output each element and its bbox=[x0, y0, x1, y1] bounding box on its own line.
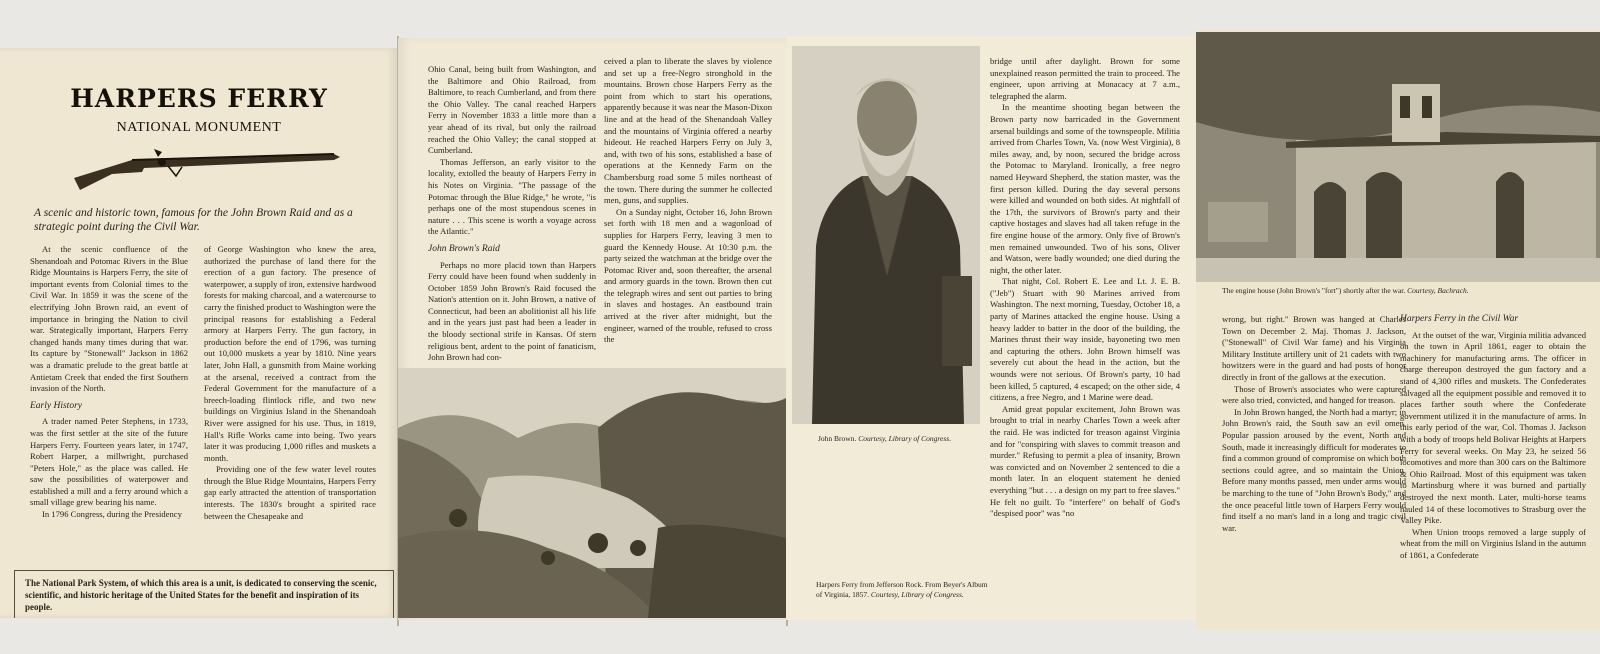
paragraph: A trader named Peter Stephens, in 1733, was the first settler at the site of the future Harpers Ferry. Fourteen years later, in 1747, Robert Harper, a millwright, purchased "Peters Hole," as the place was called. He saw the possibilities of waterpower and established a mill and a ferry around which a small village grew bearing his name. bbox=[30, 416, 188, 508]
early-history-heading: Early History bbox=[30, 400, 82, 411]
column-2 bbox=[204, 244, 376, 522]
paragraph: Providing one of the few water level routes through the Blue Ridge Mountains, Harpers Ferry gap early attracted the attention of transportation interests. The 1830's brought a spirited race between the Chesapeake and bbox=[204, 464, 376, 521]
caption-text: John Brown. bbox=[818, 434, 857, 443]
caption-credit: Courtesy, Bachrach. bbox=[1407, 286, 1469, 295]
paragraph: In John Brown hanged, the North had a martyr; in John Brown's raid, the South saw an evil omen. Popular passion aroused by the event, North and South, made it increasingly difficult for moderates to find a common ground of compromise on which both sections could agree, and so maintain the Union. Before many months passed, men under arms would be marching to the tune of "John Brown's Body," and the once peaceful little town of Harpers Ferry would find itself a no man's land in a long and tragic civil war. bbox=[1222, 406, 1406, 533]
paragraph: In the meantime shooting began between the Brown party now barricaded in the Government arsenal buildings and some of the townspeople. Militia arrived from Charles Town, Va. (now West Virginia), 8 miles away, and, by noon, secured the bridge across the Potomac to Maryland. Ironically, a free negro named Heyward Shepherd, the station master, was the first person killed. During the day several persons were killed and wounded on both sides. At nightfall of the 17th, the survivors of Brown's party and their captive hostages and slaves had all taken refuge in the fire engine house of the armory. Only five of Brown's men remained unwounded. Two of his sons, Oliver and Watson, were badly wounded; one died during the night, the other later. bbox=[990, 102, 1180, 275]
john-brown-raid-heading: John Brown's Raid bbox=[428, 243, 500, 254]
paragraph: In 1796 Congress, during the Presidency bbox=[42, 509, 182, 520]
paragraph: Those of Brown's associates who were captured were also tried, convicted, and hanged for treason. bbox=[1222, 383, 1406, 406]
john-brown-portrait-image bbox=[792, 46, 980, 424]
raid-panel bbox=[398, 38, 786, 620]
paragraph: On a Sunday night, October 16, John Brown set forth with 18 men and a wagonload of supplies for Harpers Ferry, leaving 3 men to guard the Kennedy House. At 10:30 p.m. the party seized the watchman at the bridge over the Potomac River and, soon thereafter, the arsenal and armory guards in the town. Brown then cut the telegraph wires and sent out parties to bring in slaves and hostages. An eastbound train arrived at the river after midnight, but the engineer, warned of the trouble, refused to cross the bbox=[604, 206, 772, 345]
column-6 bbox=[1222, 314, 1406, 534]
paragraph: That night, Col. Robert E. Lee and Lt. J. E. B. ("Jeb") Stuart with 90 Marines arrived from Washington. The next morning, Tuesday, October 18, a party of Marines attacked the engine house. Using a heavy ladder to batter in the door of the building, the Marines thrust their way inside, bayoneting two men and capturing the others. John Brown himself was severely cut about the head in the action, but the wounds were not serious. Of Brown's party, 10 had been killed, 5 captured, 4 escaped; on the other side, 4 citizens, a free Negro, and 1 Marine were dead. bbox=[990, 276, 1180, 403]
paragraph: Ohio Canal, being built from Washington, and the Baltimore and Ohio Railroad, from Baltimore, to reach Cumberland, and from there the Ohio Valley. The canal reached Harpers Ferry in November 1833 a little more than a year ahead of its rival, but only the railroad reached the Ohio Valley; the canal stopped at Cumberland. bbox=[428, 64, 596, 156]
paragraph: Thomas Jefferson, an early visitor to the locality, extolled the beauty of Harpers Ferry in his Notes on Virginia. "The passage of the Potomac through the Blue Ridge," he wrote, "is perhaps one of the most stupendous scenes in nature . . . This scene is worth a voyage across the Atlantic." bbox=[428, 156, 596, 237]
cover-panel bbox=[0, 48, 398, 618]
engine-house-image bbox=[1196, 32, 1600, 282]
column-4 bbox=[604, 56, 772, 346]
rifle-illustration bbox=[72, 140, 344, 192]
paragraph: of George Washington who knew the area, authorized the purchase of land there for the erection of a gun factory. The presence of waterpower, a supply of iron, extensive hardwood forests for making charcoal, and a watercourse to carry the finished product to Washington were the principal reasons for establishing a Federal armory at Harpers Ferry. The gun factory, in production before the end of 1796, was turning out 10,000 muskets a year by 1810. Nine years later, John Hall, a gunsmith from Maine working at the arsenal, received a contract from the Federal Government for the manufacture of a breech-loading flintlock rifle, and two new buildings on Virginius Island in the Shenandoah River were assigned for his use. Thus, in 1819, Hall's Rifle Works came into being. Two years later it was producing 1,000 rifles and muskets a month. bbox=[204, 244, 376, 463]
column-5 bbox=[990, 56, 1180, 520]
caption-credit: Courtesy, Library of Congress. bbox=[858, 434, 952, 443]
paragraph: bridge until after daylight. Brown for some unexplained reason permitted the train to proceed. The engineer, upon arriving at Monacacy at 7 a.m., telegraphed the alarm. bbox=[990, 56, 1180, 101]
paragraph: At the scenic confluence of the Shenandoah and Potomac Rivers in the Blue Ridge Mountains is Harpers Ferry, the site of important events from Colonial times to the Civil War. In 1859 it was the scene of the electrifying John Brown raid, an event of importance in bringing the Nation to civil war. Strategically important, Harpers Ferry changed hands many times during that war. Its capture by "Stonewall" Jackson in 1862 was a dramatic prelude to the great battle at Antietam Creek that ended the first Southern invasion of the North. bbox=[30, 244, 188, 394]
column-7 bbox=[1400, 314, 1586, 561]
column-1 bbox=[30, 244, 188, 521]
caption-text: The engine house (John Brown's "fort") shortly after the war. bbox=[1222, 286, 1406, 295]
brochure-subtitle: NATIONAL MONUMENT bbox=[116, 120, 282, 135]
civil-war-panel bbox=[1196, 30, 1600, 630]
harpers-ferry-caption bbox=[816, 580, 988, 600]
paragraph: wrong, but right." Brown was hanged at Charles Town on December 2. Maj. Thomas J. Jackson, ("Stonewall" of Civil War fame) and his Virginia Military Institute artillery unit of 21 cadets with two howitzers were in the guard and had posts of honor directly in front of the gallows at the execution. bbox=[1222, 314, 1406, 382]
paragraph: Amid great popular excitement, John Brown was brought to trial in nearby Charles Town a week after the raid. He was indicted for treason against Virginia and for "conspiring with slaves to commit treason and murder." Refusing to permit a plea of insanity, Brown was convicted and on November 2 sentenced to die a month later. In an eloquent statement he denied everything "but . . . a design on my part to free slaves." He felt no guilt. To "interfere" on behalf of God's "despised poor" was "no bbox=[990, 403, 1180, 519]
caption-credit: Courtesy, Library of Congress. bbox=[870, 590, 964, 599]
paragraph: ceived a plan to liberate the slaves by violence and set up a free-Negro stronghold in the mountains. Brown chose Harpers Ferry as the point from which to start his operations, apparently because it was near the Mason-Dixon line and at the head of the Shenandoah Valley and the mountains of Virginia offered a nearby hideout. He reached Harpers Ferry on July 3, and, with two of his sons, established a base of operations at the Kennedy Farm on the Chambersburg road some 5 miles northeast of the town. There during the summer he collected men, guns, and supplies. bbox=[604, 56, 772, 206]
paragraph: At the outset of the war, Virginia militia advanced on the town in April 1861, eager to obtain the machinery for manufacturing arms. The officer in charge thereupon destroyed the gun factory and a stand of 4,300 rifles and muskets. The Confederates salvaged all the equipment possible and removed it to places farther south where the Confederate government utilized it in the manufacture of arms. In this early period of the war, Col. Thomas J. Jackson with a body of troops held Bolivar Heights at Harpers Ferry for several weeks. On May 23, he seized 56 locomotives and more than 300 cars on the Baltimore & Ohio Railroad. Most of this equipment was taken to Martinsburg where it was burned and partially destroyed the next month. Later, multi-horse teams hauled 14 of these locomotives to Strasburg over the Valley Pike. bbox=[1400, 329, 1586, 526]
harpers-ferry-landscape-image bbox=[398, 368, 786, 618]
paragraph: When Union troops removed a large supply of wheat from the mill on Virginius Island in the autumn of 1861, a Confederate bbox=[1400, 526, 1586, 560]
brochure-title: HARPERS FERRY bbox=[70, 84, 328, 113]
caption-text: Harpers Ferry from Jefferson Rock. From Beyer's Album of Virginia, 1857. bbox=[816, 580, 988, 599]
park-system-notice: The National Park System, of which this area is a unit, is dedicated to conserving the scenic, scientific, and historic heritage of the United States for the benefit and inspiration of its people. bbox=[14, 570, 394, 618]
intro-text: A scenic and historic town, famous for the John Brown Raid and as a strategic point during the Civil War. bbox=[34, 207, 353, 233]
john-brown-caption bbox=[818, 434, 988, 444]
portrait-panel bbox=[786, 36, 1196, 620]
paragraph: Perhaps no more placid town than Harpers Ferry could have been found when suddenly in October 1859 John Brown's Raid focused the Nation's attention on it. John Brown, a native of Connecticut, had been an abolitionist all his life and in the years just past had been a leader in the bloody sectional strife in Kansas. Of stern religious bent, ardent to the point of fanaticism, John Brown had con- bbox=[428, 259, 596, 363]
column-3 bbox=[428, 64, 596, 364]
engine-house-caption bbox=[1222, 286, 1582, 296]
civil-war-heading: Harpers Ferry in the Civil War bbox=[1400, 314, 1519, 324]
